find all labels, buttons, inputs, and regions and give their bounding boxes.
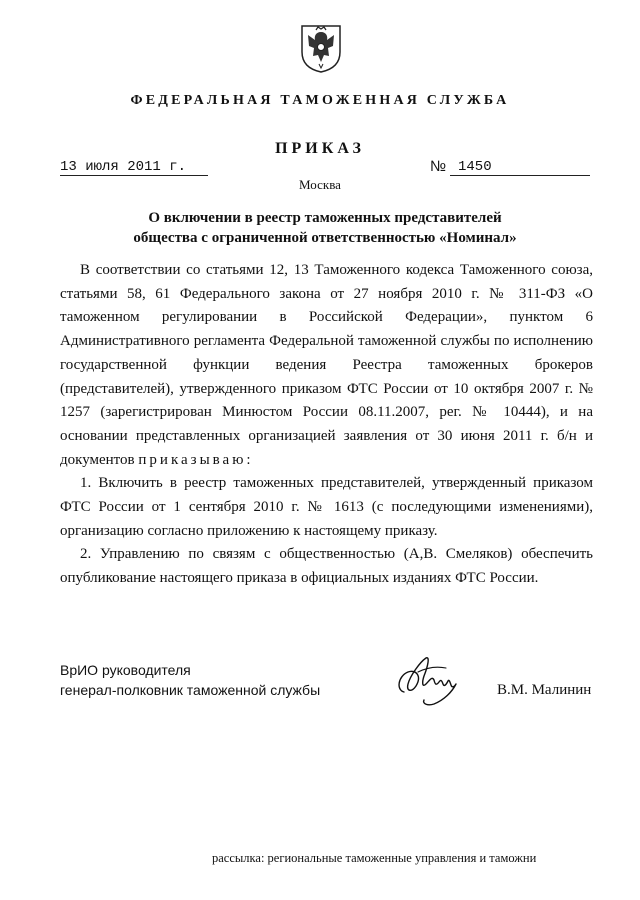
- preamble-text: В соответствии со статьями 12, 13 Таможенного кодекса Таможенного союза, статьями 58, 61 Федерального закона от 27 ноября 2010 г. № 311-ФЗ «О таможенном регулировании в Российской Федерации», пунктом 6 Административного регламента Федеральной таможенной службы по исполнению государственной функции ведения Реестра таможенных брокеров (представителей), утвержденного приказом ФТС России от 10 октября 2007 г. № 1257 (зарегистрирован Минюстом России 08.11.2007, рег. № 10444), и на основании представленных организацией заявления от 30 июня 2011 г. б/н и документов: [60, 262, 593, 468]
- signer-position: [60, 660, 320, 700]
- number-underline: [450, 175, 590, 176]
- signer-position-line-1: ВрИО руководителя: [60, 662, 191, 678]
- distribution-list: рассылка: региональные таможенные управления и таможни: [212, 851, 537, 865]
- document-type: ПРИКАЗ: [275, 140, 365, 157]
- city: Москва: [299, 177, 341, 192]
- order-date: 13 июля 2011 г.: [60, 159, 187, 175]
- signer-name: В.М. Малинин: [497, 682, 592, 698]
- item-2: 2. Управлению по связям с общественностью (А,В. Смеляков) обеспечить опубликование настоящего приказа в официальных изданиях ФТС России.: [60, 546, 593, 587]
- order-body: [60, 259, 593, 591]
- order-number: 1450: [458, 159, 492, 175]
- item-1: 1. Включить в реестр таможенных представителей, утвержденный приказом ФТС России от 1 сентября 2010 г. № 1613 (с последующими изменениями), организацию согласно приложению к настоящему приказу.: [60, 475, 593, 539]
- preamble-paragraph: [60, 259, 593, 472]
- order-subject: [60, 208, 590, 248]
- order-word: приказываю:: [138, 451, 254, 468]
- date-underline: [60, 175, 208, 176]
- number-sign: №: [430, 158, 447, 175]
- subject-line-2: общества с ограниченной ответственностью «Номинал»: [133, 230, 517, 246]
- subject-line-1: О включении в реестр таможенных представителей: [148, 210, 502, 226]
- signature-icon: [392, 650, 470, 710]
- emblem-icon: [298, 22, 344, 74]
- agency-title: ФЕДЕРАЛЬНАЯ ТАМОЖЕННАЯ СЛУЖБА: [130, 93, 510, 108]
- signer-position-line-2: генерал-полковник таможенной службы: [60, 682, 321, 698]
